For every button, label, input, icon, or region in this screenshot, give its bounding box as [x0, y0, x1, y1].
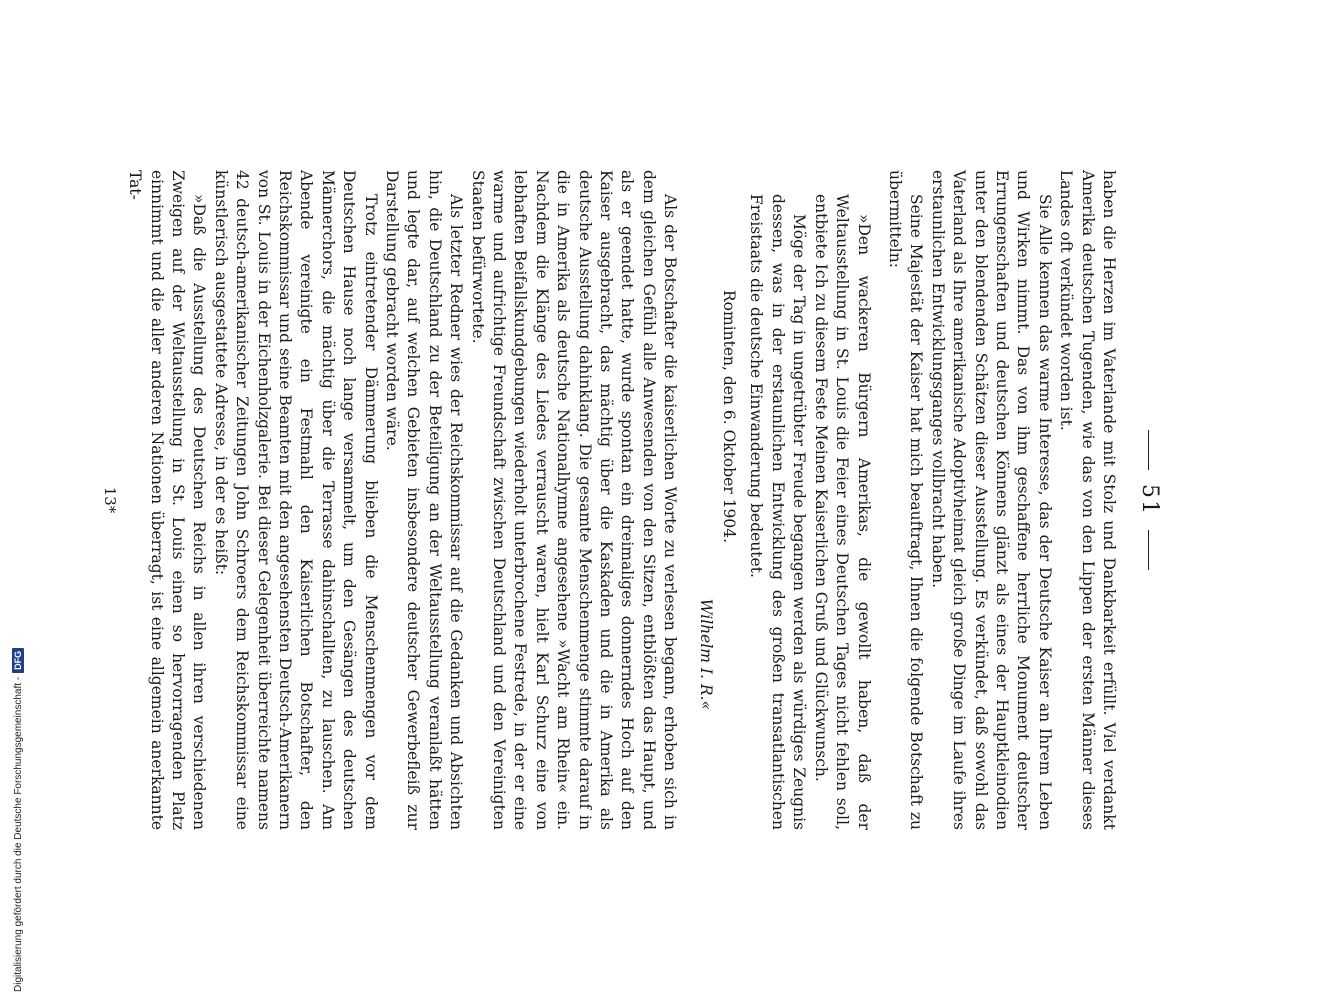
dateline: Rominten, den 6. Oktober 1904. — [720, 290, 739, 544]
paragraph: Sie Alle kennen das warme Interesse, das der Deutsche Kaiser an Ihrem Leben und Wirken nimmt. Das von ihm geschaffene herrliche Monument deutscher Errungenschaften und deutschen Könnens glänzt als eines der Hauptkleinodien unter den blendenden Schätzen dieser Ausstellung. Es verkündet, daß sowohl das Vaterland als Ihre amerikanische Adoptivheimat gleich große Dinge im Laufe ihres erstaunlichen Entwicklungsganges vollbracht haben. — [928, 170, 1054, 830]
page-number-text: 51 — [1137, 484, 1162, 516]
paragraph: Als der Botschafter die kaiserlichen Worte zu verlesen begann, erhoben sich in dem gleichen Gefühl alle Anwesenden von den Sitzen, entblößten das Haupt, und als er geendet hatte, wurde spontan ein dreimaliges donnerndes Hoch auf den Kaiser ausgebracht, das mächtig über die Kaskaden und die in Amerika als deutsche Ausstellung dahinklang. Die gesamte Menschenmenge stimmte darauf in die in Amerika als deutsche Nationalhymne angesehene »Wacht am Rhein« ein. Nachdem die Klänge des Liedes verrauscht waren, hielt Karl Schurz eine von lebhaften Beifallskundgebungen wiederholt unterbrochene Festrede, in der er eine warme und aufrichtige Freundschaft zwischen Deutschland und den Vereinigten Staaten befürwortete. — [468, 170, 680, 830]
signature: Wilhelm I. R.« — [696, 598, 715, 710]
signature-mark: 13* — [100, 486, 119, 514]
digitization-credit — [10, 602, 24, 992]
paragraph: Als letzter Redner wies der Reichskommissar auf die Gedanken und Absichten hin, die Deutschland zu der Beteiligung an der Weltausstellung veranlaßt hätten und legte dar, auf welchen Gebieten insbesondere deutscher Gewerbefleiß zur Darstellung gebracht worden wäre. — [383, 170, 466, 830]
body-text — [98, 170, 1119, 830]
paragraph: »Daß die Ausstellung des Deutschen Reichs in allen ihren verschiedenen Zweigen auf der Weltausstellung in St. Louis einen so hervorragenden Platz einnimmt und die aller anderen Nationen überragt, ist eine allgemein anerkannte Tat- — [126, 170, 209, 830]
dfg-logo-icon: DFG — [12, 648, 24, 673]
quote-paragraph: »Den wackeren Bürgern Amerikas, die gewollt haben, daß der Weltausstellung in St. Louis die Feier eines Deutschen Tages nicht fehlen soll, entbiete Ich zu diesem Feste Meinen Kaiserlichen Gruß und Glückwunsch. — [811, 194, 873, 830]
paragraph: Trotz eintretender Dämmerung blieben die Menschenmengen vor dem Deutschen Hause noch lange versammelt, um den Gesängen des deutschen Männerchors, die mächtig über die Terrasse dahinschallten, zu lauschen. Am Abende vereinigte ein Festmahl den Kaiserlichen Botschafter, den Reichskommissar und seine Beamten mit den angesehensten Deutsch-Amerikanern von St. Louis in der Eichenholzgalerie. Bei dieser Gelegenheit überreichte namens 42 deutsch-amerikanischer Zeitungen John Schroers dem Reichskommissar eine künstlerisch ausgestattete Adresse, in der es heißt: — [211, 170, 380, 830]
paragraph: Seine Majestät der Kaiser hat mich beauftragt, Ihnen die folgende Botschaft zu übermitteln: — [885, 170, 926, 830]
page-number — [1137, 170, 1162, 830]
imperial-message-quote — [745, 170, 873, 830]
quote-paragraph: Möge der Tag in ungetrübter Freude begangen werden als würdiges Zeugnis dessen, was in der erstaunlichen Entwicklung des großen transatlantischen Freistaats die deutsche Einwanderung bedeutet. — [747, 194, 809, 830]
document-page — [100, 170, 1162, 830]
paragraph: haben die Herzen im Vaterlande mit Stolz und Dankbarkeit erfüllt. Viel verdankt Amerika deutschen Tugenden, wie das von den Lippen der ersten Männer dieses Landes oft verkündet worden ist. — [1057, 170, 1118, 830]
credit-text: Digitalisierung gefördert durch die Deutsche Forschungsgemeinschaft - — [12, 676, 24, 992]
